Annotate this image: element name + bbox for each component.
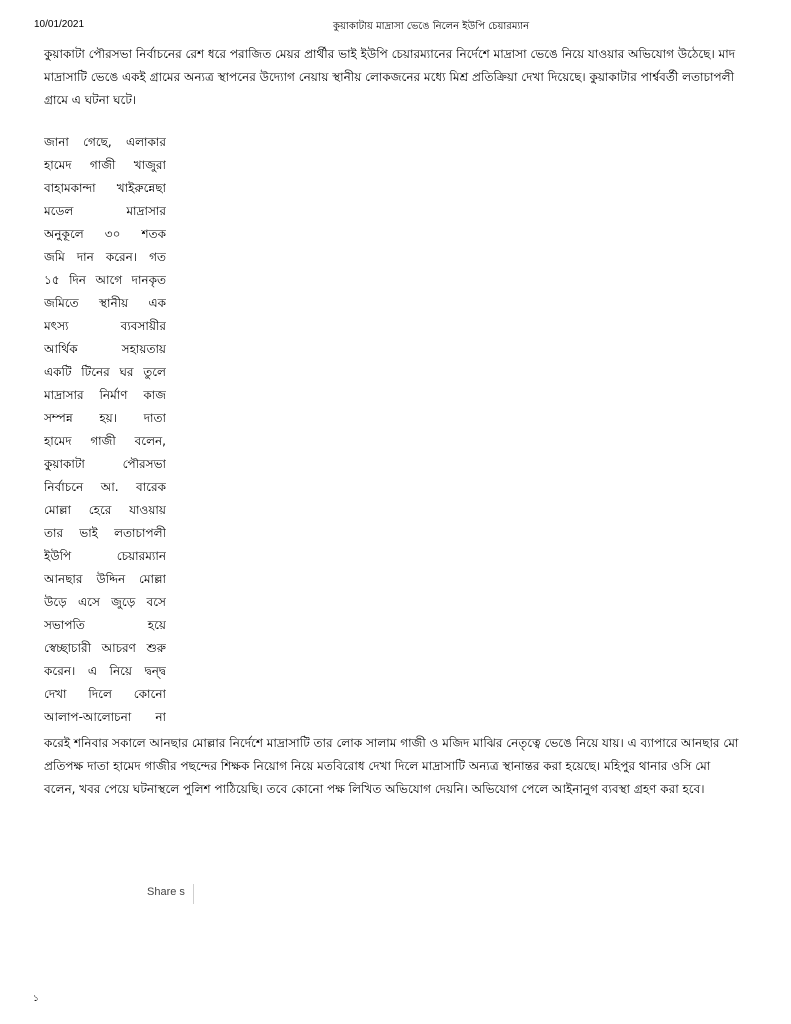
narrow-line: সম্পন্ন হয়। দাতা — [44, 411, 166, 425]
narrow-line: মডেল মাদ্রাসার — [44, 204, 166, 218]
intro-line: মাদ্রাসাটি ভেঙে একই গ্রামের অন্যত্র স্থাপনের উদ্যোগ নেয়ায় স্থানীয় লোকজনের মধ্যে মিশ্র প্রতিক্রিয়া দেখা দিয়েছে। কুয়াকাটার পার্শ্ববর্তী লতাচাপলী — [44, 70, 735, 84]
print-date: 10/01/2021 — [34, 19, 85, 30]
page-title: কুয়াকাটায় মাদ্রাসা ভেঙে নিলেন ইউপি চেয়ারম্যান — [333, 21, 530, 32]
narrow-line: আর্থিক সহায়তায় — [44, 342, 166, 356]
narrow-line: করেন। এ নিয়ে দ্বন্দ্ব — [44, 664, 166, 678]
page-number: ১ — [33, 994, 39, 1004]
narrow-line: ইউপি চেয়ারম্যান — [44, 549, 166, 563]
narrow-line: বাহামকান্দা খাইরুন্নেছা — [44, 181, 166, 195]
narrow-line: জানা গেছে, এলাকার — [44, 135, 166, 149]
closing-line: করেই শনিবার সকালে আনছার মোল্লার নির্দেশে মাদ্রাসাটি তার লোক সালাম গাজী ও মজিদ মাঝির নেতৃত্বে ভেঙে নিয়ে যায়। এ ব্যাপারে আনছার মো — [44, 736, 739, 750]
narrow-line: মৎস্য ব্যবসায়ীর — [44, 319, 166, 333]
narrow-line: স্বেচ্ছাচারী আচরণ শুরু — [44, 641, 166, 655]
shares-label[interactable]: Share s — [147, 884, 194, 904]
narrow-line: মোল্লা হেরে যাওয়ায় — [44, 503, 166, 517]
narrow-line: মাদ্রাসার নির্মাণ কাজ — [44, 388, 166, 402]
narrow-line: আলাপ-আলোচনা না — [44, 710, 166, 724]
narrow-line: হামেদ গাজী খাজুরা — [44, 158, 166, 172]
closing-line: প্রতিপক্ষ দাতা হামেদ গাজীর পছন্দের শিক্ষক নিয়োগ নিয়ে মতবিরোধ দেখা দিলে মাদ্রাসাটি অন্যত্র স্থানান্তর করা হয়েছে। মহিপুর থানার ওসি মো — [44, 759, 711, 773]
narrow-line: কুয়াকাটা পৌরসভা — [44, 457, 166, 471]
narrow-line: নির্বাচনে আ. বারেক — [44, 480, 166, 494]
narrow-column-paragraph — [44, 131, 166, 729]
narrow-line: দেখা দিলে কোনো — [44, 687, 166, 701]
narrow-line: জমি দান করেন। গত — [44, 250, 166, 264]
narrow-line: জমিতে স্থানীয় এক — [44, 296, 166, 310]
narrow-line: হামেদ গাজী বলেন, — [44, 434, 166, 448]
narrow-line: আনছার উদ্দিন মোল্লা — [44, 572, 166, 586]
closing-line: বলেন, খবর পেয়ে ঘটনাস্থলে পুলিশ পাঠিয়েছি। তবে কোনো পক্ষ লিখিত অভিযোগ দেয়নি। অভিযোগ পেলে আইনানুগ ব্যবস্থা গ্রহণ করা হবে। — [44, 782, 705, 796]
narrow-line: অনুকূলে ৩০ শতক — [44, 227, 166, 241]
narrow-line: উড়ে এসে জুড়ে বসে — [44, 595, 166, 609]
narrow-line: ১৫ দিন আগে দানকৃত — [44, 273, 166, 287]
intro-line: কুয়াকাটা পৌরসভা নির্বাচনের রেশ ধরে পরাজিত মেয়র প্রার্থীর ভাই ইউপি চেয়ারম্যানের নির্দেশে মাদ্রাসা ভেঙে নিয়ে যাওয়ার অভিযোগ উঠেছে। মাদ — [44, 47, 736, 61]
narrow-line: একটি টিনের ঘর তুলে — [44, 365, 166, 379]
narrow-line: সভাপতি হয়ে — [44, 618, 166, 632]
intro-line: গ্রামে এ ঘটনা ঘটে। — [44, 93, 137, 107]
narrow-line: তার ভাই লতাচাপলী — [44, 526, 166, 540]
